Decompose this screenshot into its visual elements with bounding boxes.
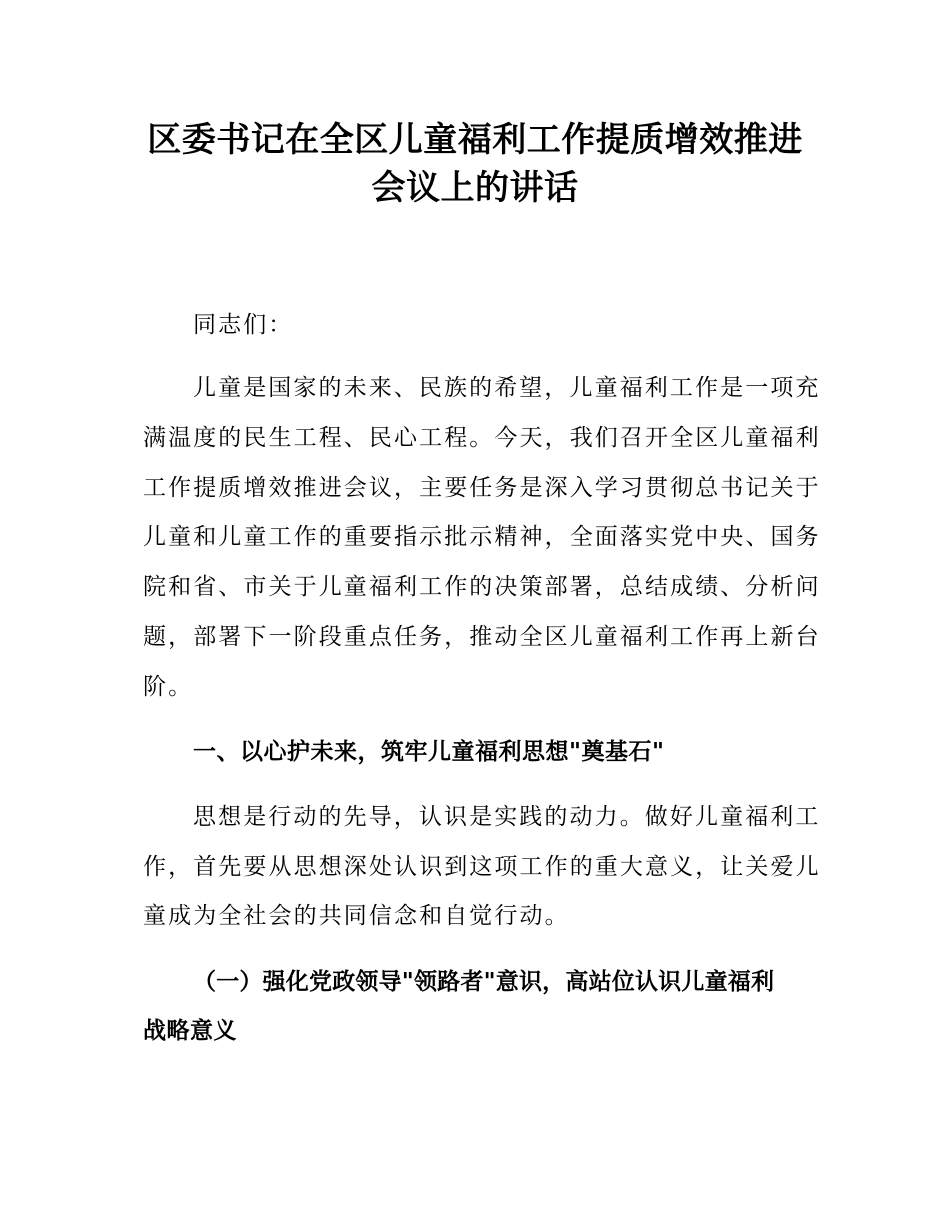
salutation: 同志们： (193, 312, 294, 338)
document-title-line-1: 区委书记在全区儿童福利工作提质增效推进 (147, 120, 803, 160)
section-1-heading: 一、以心护未来，筑牢儿童福利思想"奠基石" (193, 739, 665, 765)
paragraph-1-line-2: 满温度的民生工程、民心工程。今天，我们召开全区儿童福利 (143, 425, 821, 451)
subsection-1-heading-line-1: （一）强化党政领导"领路者"意识，高站位认识儿童福利 (193, 969, 775, 995)
document-title-line-2: 会议上的讲话 (371, 168, 579, 208)
paragraph-2-line-2: 作，首先要从思想深处认识到这项工作的重大意义，让关爱儿 (143, 854, 821, 880)
paragraph-2-line-3: 童成为全社会的共同信念和自觉行动。 (143, 903, 570, 929)
paragraph-1-line-1: 儿童是国家的未来、民族的希望，儿童福利工作是一项充 (193, 375, 821, 401)
paragraph-1-line-6: 题，部署下一阶段重点任务，推动全区儿童福利工作再上新台 (143, 624, 821, 650)
paragraph-1-line-7: 阶。 (143, 674, 194, 700)
paragraph-1-line-3: 工作提质增效推进会议，主要任务是深入学习贯彻总书记关于 (143, 475, 821, 501)
paragraph-1-line-5: 院和省、市关于儿童福利工作的决策部署，总结成绩、分析问 (143, 574, 821, 600)
subsection-1-heading-line-2: 战略意义 (143, 1018, 237, 1044)
paragraph-1-line-4: 儿童和儿童工作的重要指示批示精神，全面落实党中央、国务 (143, 524, 821, 550)
paragraph-2-line-1: 思想是行动的先导，认识是实践的动力。做好儿童福利工 (193, 804, 821, 830)
